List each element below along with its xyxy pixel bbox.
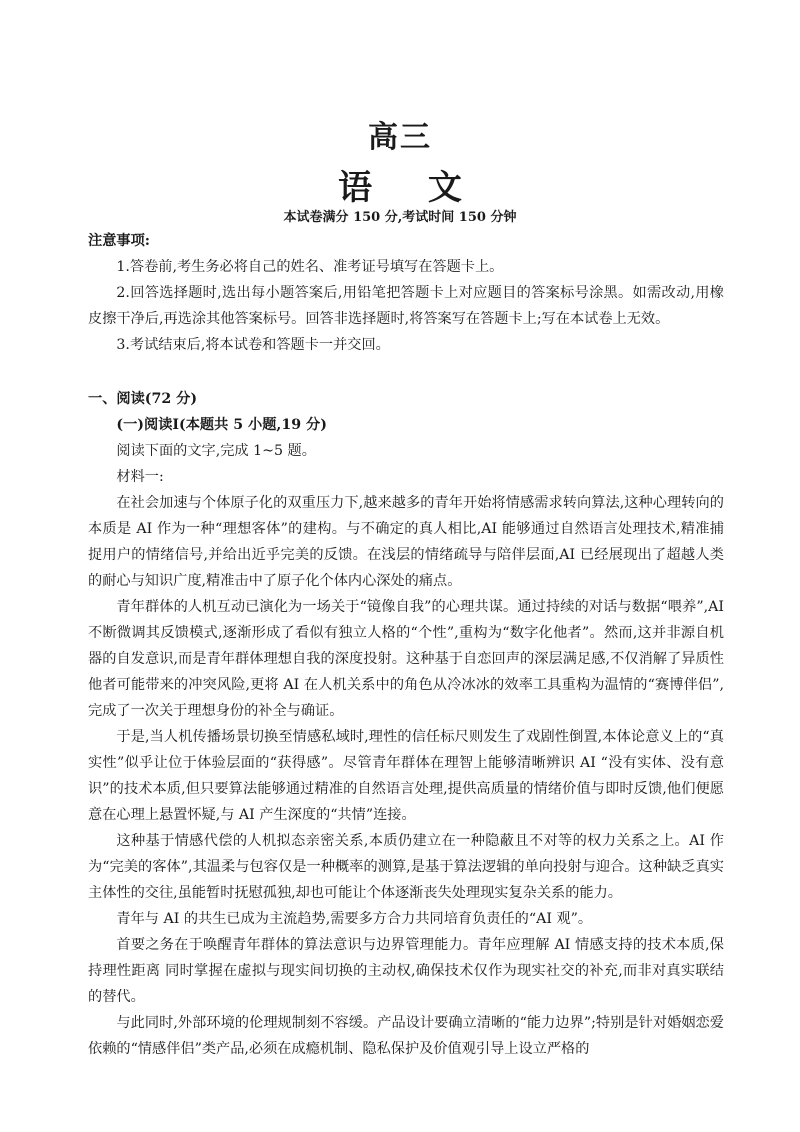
section-title: 一、阅读(72 分): [88, 391, 198, 407]
material-label: 材料一:: [116, 469, 164, 485]
notice-item: 1.答卷前,考生务必将自己的姓名、准考证号填写在答题卡上。: [116, 259, 504, 275]
notice-item: 2.回答选择题时,选出每小题答案后,用铅笔把答题卡上对应题目的答案标号涂黑。如需改动,用橡皮擦干净后,再选涂其他答案标号。回答非选择题时,将答案写在答题卡上;写在本试卷上无效。: [88, 285, 724, 327]
material-paragraph: 与此同时,外部环境的伦理规制刻不容缓。产品设计要确立清晰的“能力边界”;特别是针对婚姻恋爱依赖的“情感伴侣”类产品,必须在成瘾机制、隐私保护及价值观引导上设立严格的: [88, 1015, 724, 1057]
material-paragraph: 在社会加速与个体原子化的双重压力下,越来越多的青年开始将情感需求转向算法,这种心理转向的本质是 AI 作为一种“理想客体”的建构。与不确定的真人相比,AI 能够通过自然语言处理技术,精准捕捉用户的情绪信号,并给出近乎完美的反馈。在浅层的情绪疏导与陪伴层面,AI 已经展现出了超越人类的耐心与知识广度,精准击中了原子化个体内心深处的痛点。: [88, 495, 724, 589]
exam-info: 本试卷满分 150 分,考试时间 150 分钟: [283, 210, 517, 225]
exam-body: [88, 228, 724, 1062]
notice-title: 注意事项:: [88, 233, 150, 249]
notice-item: 3.考试结束后,将本试卷和答题卡一并交回。: [116, 337, 390, 353]
material-paragraph: 这种基于情感代偿的人机拟态亲密关系,本质仍建立在一种隐蔽且不对等的权力关系之上。AI 作为“完美的客体”,其温柔与包容仅是一种概率的测算,是基于算法逻辑的单向投射与迎合。这种缺乏真实主体性的交往,虽能暂时抚慰孤独,却也可能让个体逐渐丧失处理现实复杂关系的能力。: [88, 833, 724, 901]
subject-title: 语 文: [338, 168, 484, 208]
material-paragraph: 首要之务在于唤醒青年群体的算法意识与边界管理能力。青年应理解 AI 情感支持的技术本质,保持理性距离 同时掌握在虚拟与现实间切换的主动权,确保技术仅作为现实社交的补充,而非对真实联结的替代。: [88, 937, 724, 1005]
section-subtitle: (一)阅读Ⅰ(本题共 5 小题,19 分): [116, 417, 327, 433]
material-paragraph: 青年与 AI 的共生已成为主流趋势,需要多方合力共同培育负责任的“AI 观”。: [116, 911, 593, 927]
section-instruction: 阅读下面的文字,完成 1~5 题。: [116, 443, 316, 459]
grade-title: 高三: [368, 120, 432, 155]
material-paragraph: 青年群体的人机互动已演化为一场关于“镜像自我”的心理共谋。通过持续的对话与数据“喂养”,AI 不断微调其反馈模式,逐渐形成了看似有独立人格的“个性”,重构为“数字化他者”。然而,这并非源自机器的自发意识,而是青年群体理想自我的深度投射。这种基于自恋回声的深层满足感,不仅消解了异质性他者可能带来的冲突风险,更将 AI 在人机关系中的角色从冷冰冰的效率工具重构为温情的“赛博伴侣”,完成了一次关于理想身份的补全与确证。: [88, 599, 724, 719]
material-paragraph: 于是,当人机传播场景切换至情感私域时,理性的信任标尺则发生了戏剧性倒置,本体论意义上的“真实性”似乎让位于体验层面的“获得感”。尽管青年群体在理智上能够清晰辨识 AI “没有实体、没有意识”的技术本质,但只要算法能够通过精准的自然语言处理,提供高质量的情绪价值与即时反馈,他们便愿意在心理上悬置怀疑,与 AI 产生深度的“共情”连接。: [88, 729, 724, 823]
